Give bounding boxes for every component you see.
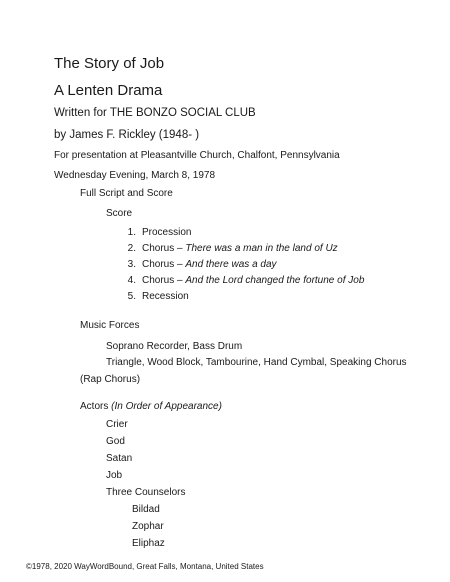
score-item-label: Procession [142,227,192,238]
score-item-number: 4. [127,275,136,286]
document-subtitle: A Lenten Drama [54,82,163,99]
score-item-number: 1. [127,227,136,238]
actors-heading [80,402,222,412]
actor-item: Satan [106,453,133,464]
music-forces-line: Triangle, Wood Block, Tambourine, Hand Cymbal, Speaking Chorus [106,357,407,368]
counselor-item: Zophar [132,521,164,532]
score-heading: Score [106,208,133,219]
document-title: The Story of Job [54,55,165,72]
score-item-number: 5. [127,291,136,302]
actor-item: Job [106,470,123,481]
music-forces-line: Soprano Recorder, Bass Drum [106,341,243,352]
written-for-line: Written for THE BONZO SOCIAL CLUB [54,107,256,119]
score-item-number: 2. [127,243,136,254]
actors-heading-note: (In Order of Appearance) [111,401,222,412]
score-item [124,292,189,302]
score-item [124,228,191,238]
score-item [124,260,277,270]
author-line: by James F. Rickley (1948- ) [54,129,200,141]
music-forces-line: (Rap Chorus) [80,374,141,385]
counselor-item: Eliphaz [132,538,165,549]
actor-item: God [106,436,125,447]
presentation-line: For presentation at Pleasantville Church, Chalfont, Pennsylvania [54,150,340,161]
score-item-label: Chorus – [142,275,186,286]
copyright-footer: ©1978, 2020 WayWordBound, Great Falls, Montana, United States [26,562,264,571]
score-item-label: Chorus – [142,259,186,270]
score-item-number: 3. [127,259,136,270]
date-line: Wednesday Evening, March 8, 1978 [54,170,216,181]
full-script-heading: Full Script and Score [80,188,173,199]
score-item-label: Recession [142,291,189,302]
actor-item: Crier [106,419,128,430]
score-item [124,244,338,254]
score-item [124,276,364,286]
actors-heading-label: Actors [80,401,112,412]
music-forces-heading: Music Forces [80,320,140,331]
score-item-label: Chorus – [142,243,186,254]
score-item-title: And there was a day [185,259,277,270]
actor-item: Three Counselors [106,487,186,498]
score-item-title: And the Lord changed the fortune of Job [185,275,365,286]
score-item-title: There was a man in the land of Uz [185,243,338,254]
counselor-item: Bildad [132,504,160,515]
